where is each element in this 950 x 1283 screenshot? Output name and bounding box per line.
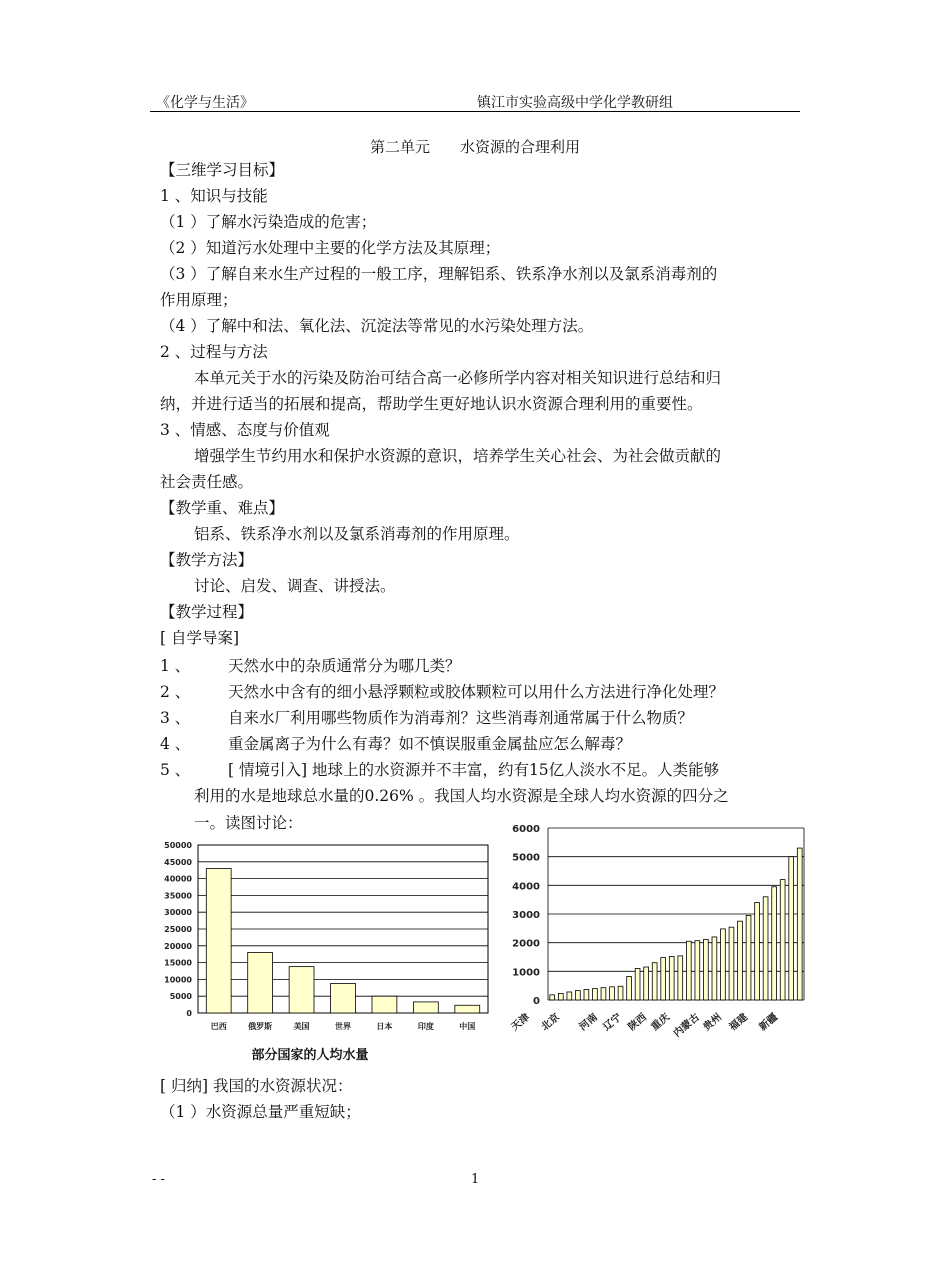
y-tick-label: 0 [186, 1009, 192, 1018]
bar [789, 857, 794, 1000]
question-number: 5 、 [160, 761, 191, 779]
bar [780, 880, 785, 1000]
per-capita-water-chart [150, 838, 500, 1070]
bar [248, 953, 273, 1013]
bar [558, 993, 563, 1000]
question-text: 天然水中的杂质通常分为哪几类？ [228, 657, 461, 675]
y-tick-label: 5000 [512, 852, 540, 864]
x-tick-label: 内蒙古 [671, 1011, 702, 1040]
question-number: 4 、 [160, 735, 191, 753]
header-left: 《化学与生活》 [156, 95, 254, 111]
question-number: 2 、 [160, 683, 191, 701]
bar [652, 963, 657, 1000]
x-tick-label: 天津 [509, 1011, 532, 1034]
method-heading: 【教学方法】 [160, 551, 254, 569]
bar [678, 956, 683, 1000]
method-text: 讨论、启发、调查、讲授法。 [194, 577, 396, 595]
key-heading: 【教学重、难点】 [160, 499, 285, 517]
question-text: 重金属离子为什么有毒？如不慎误服重金属盐应怎么解毒？ [228, 735, 632, 753]
question-text: [ 情境引入] 地球上的水资源并不丰富，约有15亿人淡水不足。人类能够 [228, 761, 720, 779]
process-heading: 【教学过程】 [160, 603, 254, 621]
section-1: 1 、知识与技能 [160, 187, 268, 205]
y-tick-label: 5000 [169, 992, 192, 1002]
summary-heading: [ 归纳] 我国的水资源状况： [160, 1077, 353, 1095]
y-tick-label: 0 [533, 996, 540, 1007]
x-tick-label: 陕西 [626, 1011, 649, 1034]
x-tick-label: 印度 [417, 1022, 434, 1031]
bar [601, 988, 606, 1000]
bar [686, 941, 691, 1000]
x-tick-label: 美国 [293, 1022, 310, 1031]
bar [584, 989, 589, 1000]
y-tick-label: 1000 [512, 967, 540, 979]
x-tick-label: 河南 [577, 1011, 600, 1034]
bar [618, 986, 623, 1000]
bar [695, 941, 700, 1000]
bar [669, 956, 674, 1000]
self-study-guide: [ 自学导案] [160, 629, 240, 647]
y-tick-label: 6000 [512, 824, 540, 835]
question-number: 3 、 [160, 709, 191, 727]
bar [755, 903, 760, 1000]
bar [610, 987, 615, 1000]
bar [567, 992, 572, 1000]
knowledge-4: （4 ）了解中和法、氧化法、沉淀法等常见的水污染处理方法。 [160, 317, 594, 335]
x-tick-label: 日本 [376, 1022, 393, 1031]
knowledge-3b: 作用原理； [160, 291, 238, 309]
bar [738, 921, 743, 1000]
y-tick-label: 50000 [164, 841, 192, 850]
province-water-chart [500, 816, 810, 1066]
section-3: 3 、情感、态度与价值观 [160, 421, 330, 439]
section-2: 2 、过程与方法 [160, 343, 268, 361]
x-tick-label: 北京 [539, 1011, 562, 1034]
question-number: 1 、 [160, 657, 191, 675]
question-5-cont-a: 利用的水是地球总水量的0.26% 。我国人均水资源是全球人均水资源的四分之 [194, 787, 729, 805]
summary-item-1: （1 ）水资源总量严重短缺； [160, 1103, 361, 1121]
y-tick-label: 2000 [512, 938, 540, 950]
process-para-b: 纳，并进行适当的拓展和提高，帮助学生更好地认识水资源合理利用的重要性。 [160, 395, 703, 413]
x-tick-label: 贵州 [701, 1011, 724, 1034]
x-tick-label: 中国 [459, 1022, 476, 1031]
x-tick-label: 福建 [727, 1011, 750, 1034]
chart-title: 部分国家的人均水量 [251, 1048, 369, 1063]
knowledge-2: （2 ）知道污水处理中主要的化学方法及其原理； [160, 239, 501, 257]
y-tick-label: 30000 [164, 908, 192, 918]
page-number: 1 [471, 1172, 480, 1187]
x-tick-label: 世界 [335, 1022, 351, 1031]
x-tick-label: 新疆 [757, 1011, 780, 1034]
y-tick-label: 35000 [164, 891, 192, 901]
question-5-cont-b: 一。读图讨论： [194, 814, 303, 832]
y-tick-label: 4000 [512, 881, 540, 893]
knowledge-1: （1 ）了解水污染造成的危害； [160, 213, 377, 231]
y-tick-label: 45000 [164, 857, 192, 867]
bar [746, 915, 751, 1000]
header-rule [150, 111, 800, 112]
y-tick-label: 3000 [512, 910, 540, 921]
bar [550, 995, 555, 1000]
question-text: 天然水中含有的细小悬浮颗粒或胶体颗粒可以用什么方法进行净化处理？ [228, 683, 725, 701]
header-right: 镇江市实验高级中学化学教研组 [477, 95, 673, 111]
key-text: 铝系、铁系净水剂以及氯系消毒剂的作用原理。 [194, 525, 520, 543]
y-tick-label: 40000 [164, 874, 192, 884]
x-tick-label: 俄罗斯 [248, 1022, 273, 1031]
bar [289, 967, 314, 1013]
bar [331, 983, 356, 1013]
bar [413, 1002, 438, 1013]
bar [661, 958, 666, 1000]
bar [635, 968, 640, 1000]
x-tick-label: 辽宁 [601, 1011, 624, 1034]
x-tick-label: 巴西 [210, 1022, 227, 1031]
bar [703, 940, 708, 1000]
question-text: 自来水厂利用哪些物质作为消毒剂？这些消毒剂通常属于什么物质？ [228, 709, 694, 727]
bar [627, 976, 632, 1000]
bar [763, 897, 768, 1000]
bar [721, 929, 726, 1000]
bar [797, 848, 802, 1000]
process-para-a: 本单元关于水的污染及防治可结合高一必修所学内容对相关知识进行总结和归 [194, 369, 722, 387]
y-tick-label: 15000 [164, 958, 192, 968]
bar [772, 887, 777, 1000]
bar [712, 937, 717, 1000]
bar [575, 991, 580, 1000]
bar [372, 996, 397, 1013]
y-tick-label: 25000 [164, 925, 192, 934]
attitude-para-b: 社会责任感。 [160, 473, 254, 491]
bar [206, 869, 231, 1013]
y-tick-label: 10000 [164, 975, 192, 985]
footer-left: - - [152, 1172, 165, 1187]
attitude-para-a: 增强学生节约用水和保护水资源的意识，培养学生关心社会、为社会做贡献的 [194, 447, 722, 465]
x-tick-label: 重庆 [649, 1011, 672, 1034]
bar [644, 967, 649, 1000]
bar [593, 989, 598, 1000]
bar [455, 1005, 480, 1013]
y-tick-label: 20000 [164, 941, 192, 951]
knowledge-3a: （3 ）了解自来水生产过程的一般工序，理解铝系、铁系净水剂以及氯系消毒剂的 [160, 265, 718, 283]
bar [729, 927, 734, 1000]
objectives-heading: 【三维学习目标】 [160, 161, 285, 179]
page-title: 第二单元 水资源的合理利用 [369, 138, 580, 156]
